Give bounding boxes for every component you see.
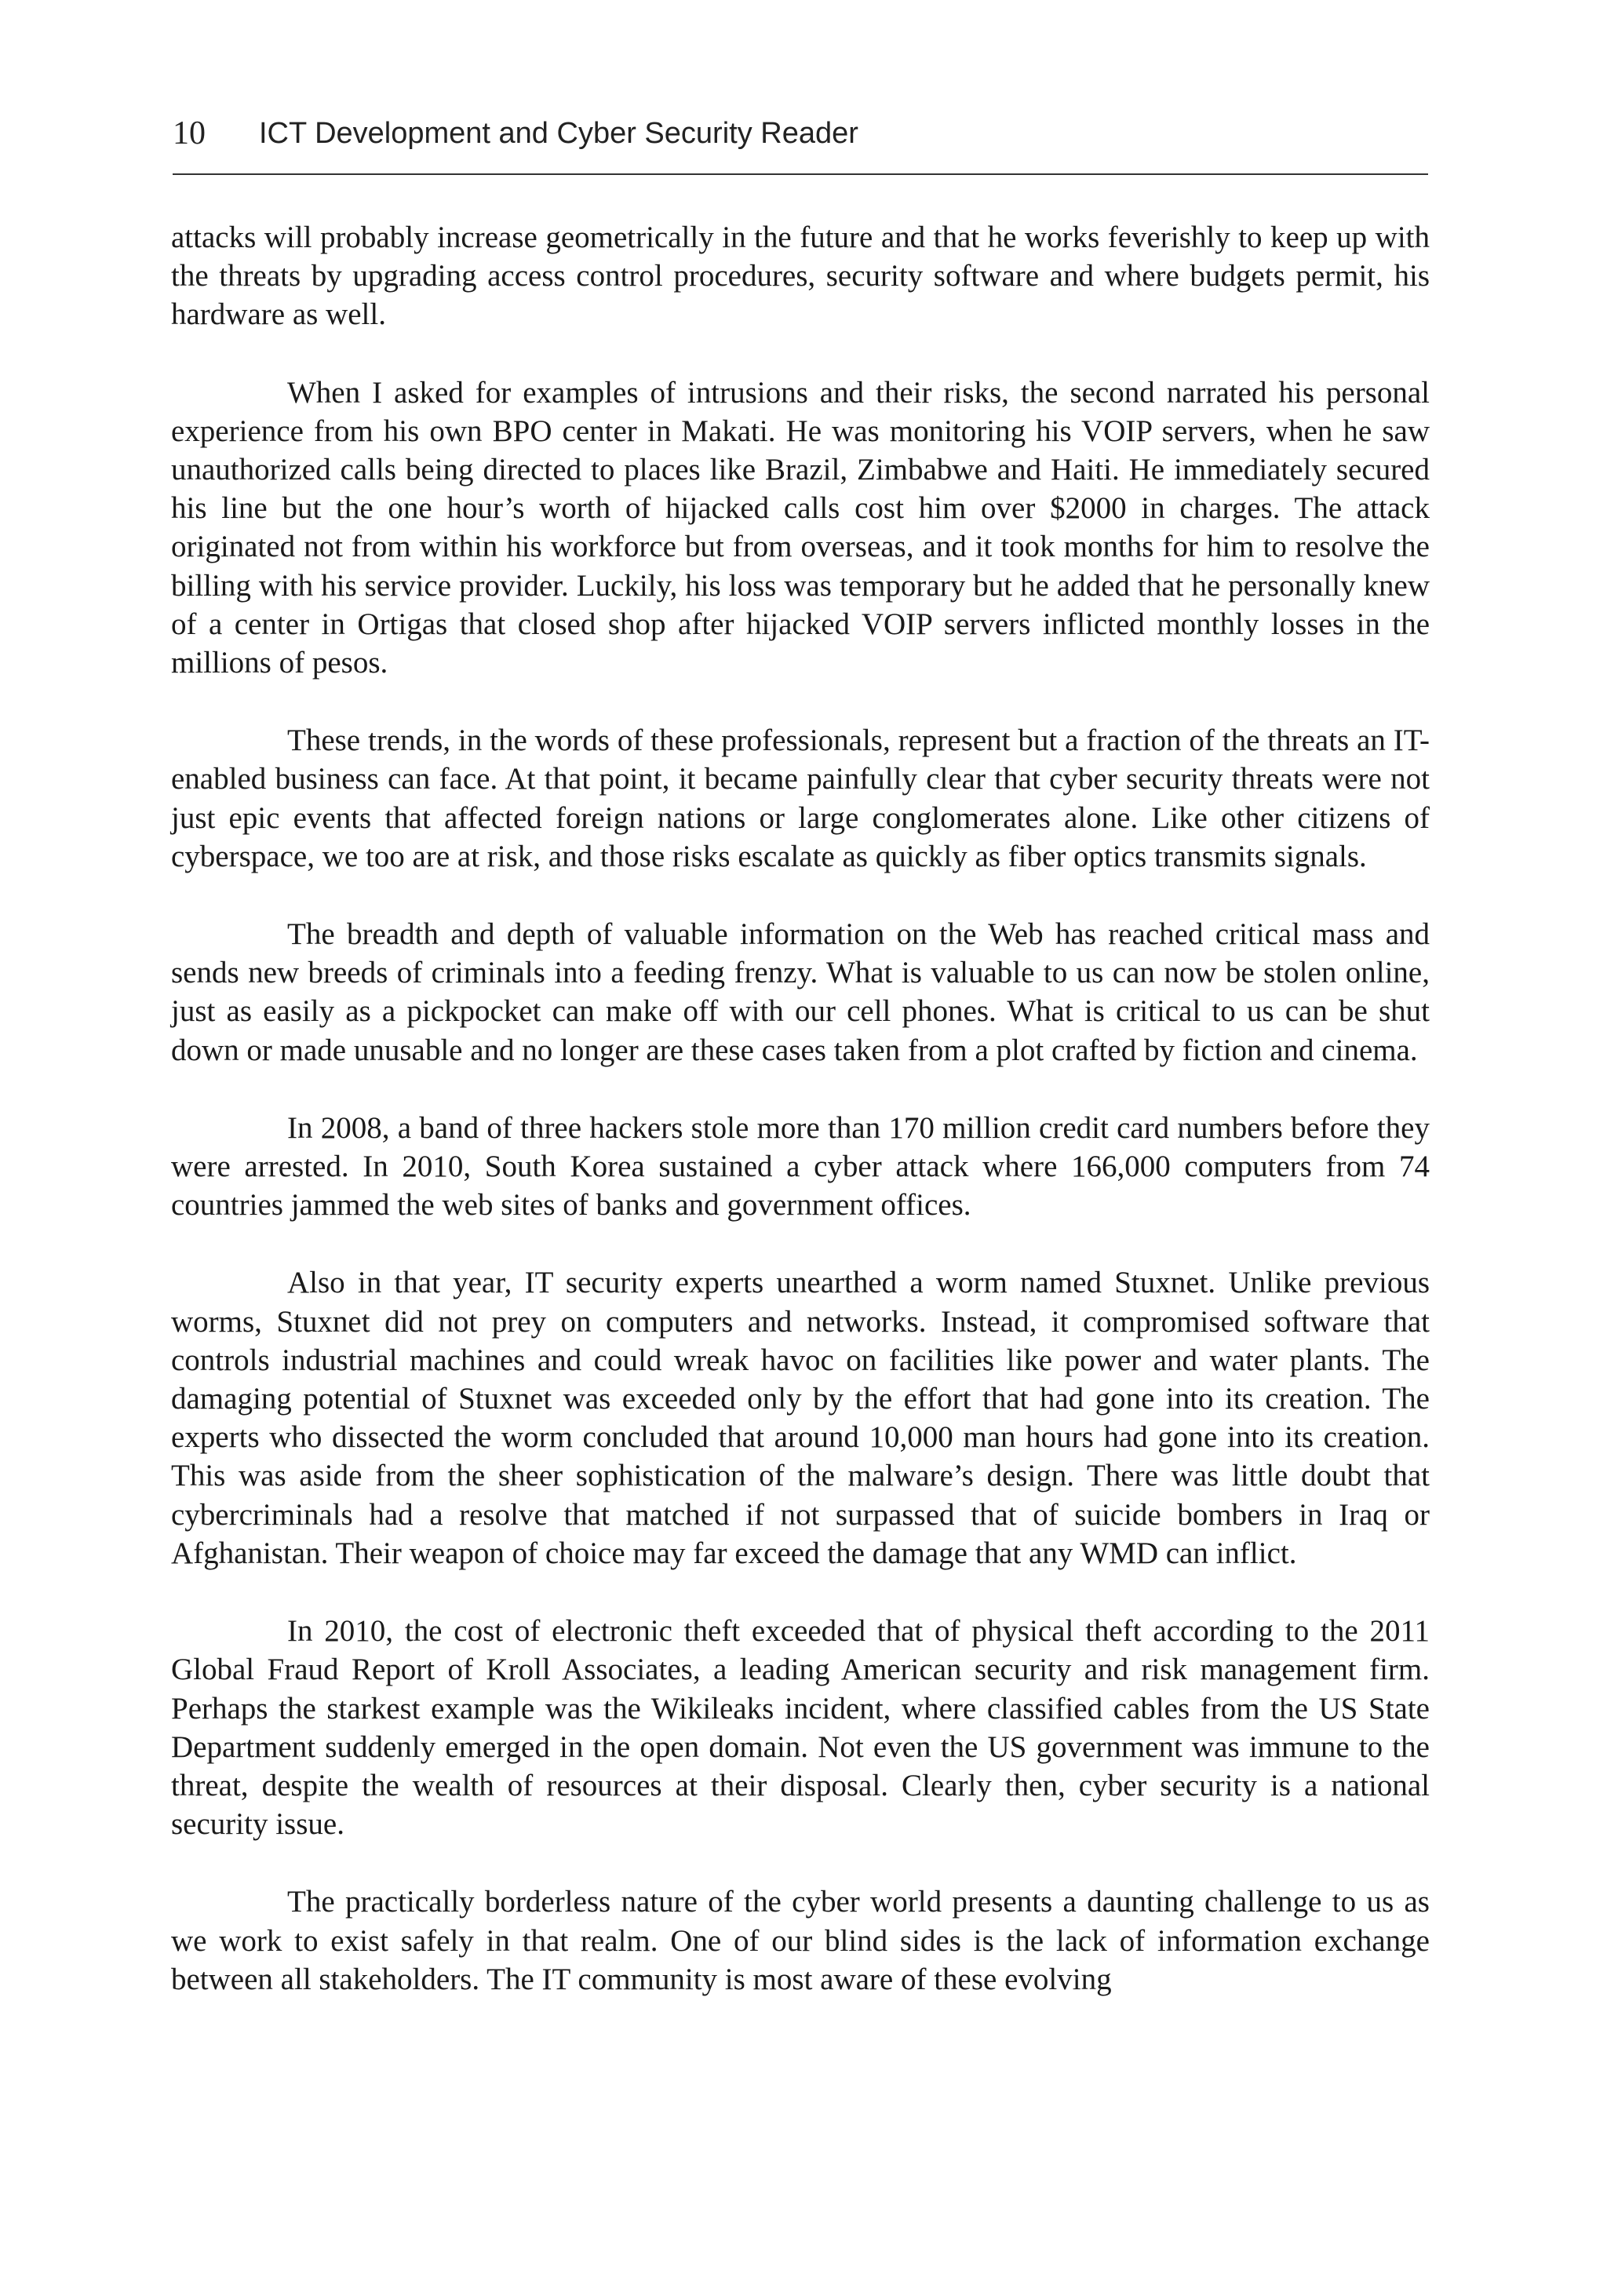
paragraph-6: Also in that year, IT security experts unearthed a worm named Stuxnet. Unlike previous worms, Stuxnet did not prey on computers and networks. Instead, it compromised software that controls industrial machines and could wreak havoc on facilities like power and water plants. The damaging potential of Stuxnet was exceeded only by the effort that had gone into its creation. The experts who dissected the worm concluded that around 10,000 man hours had gone into its creation. This was aside from the sheer sophistication of the malware’s design. There was little doubt that cybercriminals had a resolve that matched if not surpassed that of suicide bombers in Iraq or Afghanistan. Their weapon of choice may far exceed the damage that any WMD can inflict. [171, 1266, 1430, 1570]
paragraph-1: attacks will probably increase geometrically in the future and that he works feverishly to keep up with the threats by upgrading access control procedures, security software and where budgets permit, his hardware as well. [171, 220, 1430, 332]
page-number: 10 [173, 115, 206, 151]
header-rule [173, 173, 1428, 175]
paragraph-2: When I asked for examples of intrusions and their risks, the second narrated his personal experience from his own BPO center in Makati. He was monitoring his VOIP servers, when he saw unauthorized calls being directed to places like Brazil, Zimbabwe and Haiti. He immediately secured his line but the one hour’s worth of hijacked calls cost him over $2000 in charges. The attack originated not from within his workforce but from overseas, and it took months for him to resolve the billing with his service provider. Luckily, his loss was temporary but he added that he personally knew of a center in Ortigas that closed shop after hijacked VOIP servers inflicted monthly losses in the millions of pesos. [171, 375, 1430, 680]
paragraph-7: In 2010, the cost of electronic theft exceeded that of physical theft according to the 2011 Global Fraud Report of Kroll Associates, a leading American security and risk management firm. Perhaps the starkest example was the Wikileaks incident, where classified cables from the US State Department suddenly emerged in the open domain. Not even the US government was immune to the threat, despite the wealth of resources at their disposal. Clearly then, cyber security is a national security issue. [171, 1614, 1430, 1842]
paragraph-4: The breadth and depth of valuable information on the Web has reached critical mass and sends new breeds of criminals into a feeding frenzy. What is valuable to us can now be stolen online, just as easily as a pickpocket can make off with our cell phones. What is critical to us can be shut down or made unusable and no longer are these cases taken from a plot crafted by fiction and cinema. [171, 917, 1430, 1067]
page-header [173, 110, 1428, 157]
paragraph-8: The practically borderless nature of the cyber world presents a daunting challenge to us as we work to exist safely in that realm. One of our blind sides is the lack of information exchange between all stakeholders. The IT community is most aware of these evolving [171, 1885, 1430, 1996]
paragraph-5: In 2008, a band of three hackers stole more than 170 million credit card numbers before they were arrested. In 2010, South Korea sustained a cyber attack where 166,000 computers from 74 countries jammed the web sites of banks and government offices. [171, 1110, 1430, 1223]
body-text [171, 218, 1430, 1999]
running-title: ICT Development and Cyber Security Reader [259, 117, 858, 150]
paragraph-3: These trends, in the words of these professionals, represent but a fraction of the threats an IT-enabled business can face. At that point, it became painfully clear that cyber security threats were not just epic events that affected foreign nations or large conglomerates alone. Like other citizens of cyberspace, we too are at risk, and those risks escalate as quickly as fiber optics transmits signals. [171, 723, 1430, 873]
